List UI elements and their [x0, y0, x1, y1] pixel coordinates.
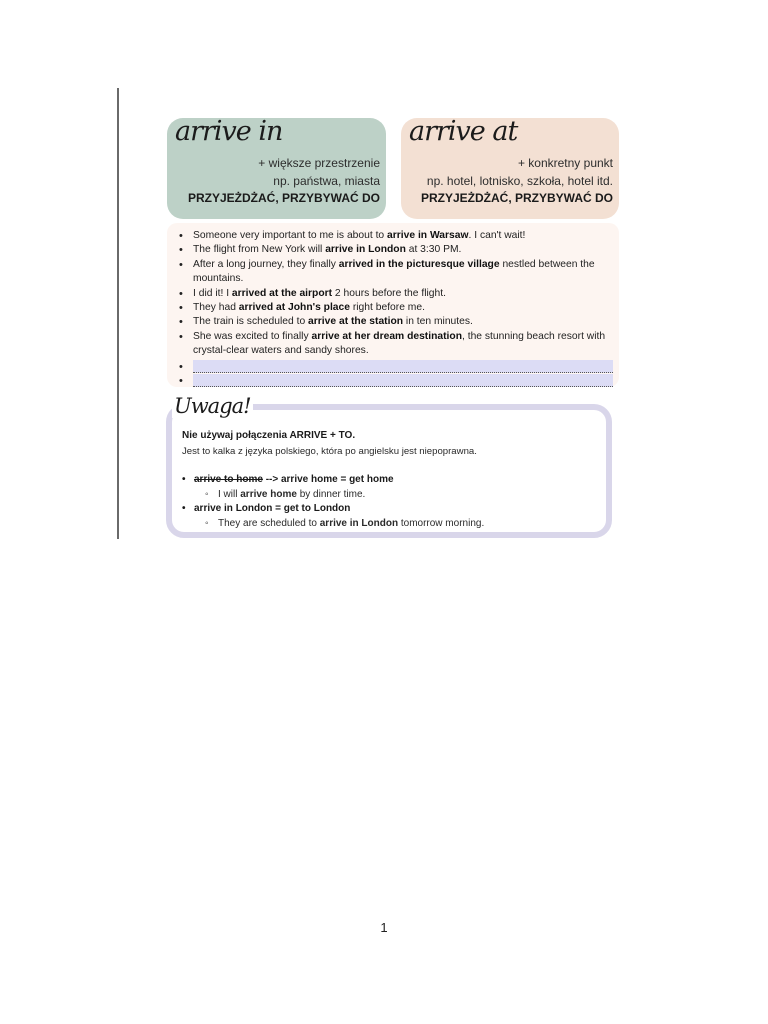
dotted-answer-line[interactable]: [193, 360, 613, 373]
arrive-in-card: [167, 118, 386, 219]
uwaga-title: Uwaga!: [174, 394, 251, 418]
example-item: • The flight from New York will arrive in London at 3:30 PM.: [177, 243, 613, 257]
margin-change-bar: [117, 88, 119, 539]
wrong-form: arrive to home: [194, 474, 263, 485]
uwaga-note-box: [166, 404, 612, 538]
uwaga-heading: Nie używaj połączenia ARRIVE + TO.: [182, 430, 356, 441]
page-number: 1: [380, 920, 388, 935]
example-item: • I did it! I arrived at the airport 2 hours before the flight.: [177, 287, 613, 301]
example-item: • They had arrived at John's place right before me.: [177, 301, 613, 315]
example-item: • After a long journey, they finally arrived in the picturesque village nestled between the mountains.: [177, 258, 613, 287]
arrive-at-card: [401, 118, 619, 219]
uwaga-example-2: ◦ They are scheduled to arrive in London tomorrow morning.: [218, 518, 484, 529]
examples-box: [167, 223, 619, 387]
arrive-at-translation: PRZYJEŻDŻAĆ, PRZYBYWAĆ DO: [420, 191, 613, 205]
uwaga-explanation: Jest to kalka z języka polskiego, która po angielsku jest niepoprawna.: [182, 446, 477, 457]
example-item: • She was excited to finally arrive at her dream destination, the stunning beach resort with crystal-clear waters and sandy shores.: [177, 330, 613, 359]
example-item: • Someone very important to me is about to arrive in Warsaw. I can't wait!: [177, 229, 613, 243]
arrive-in-translation: PRZYJEŻDŻAĆ, PRZYBYWAĆ DO: [187, 191, 380, 205]
arrive-at-line-2: np. hotel, lotnisko, szkoła, hotel itd.: [426, 174, 613, 188]
arrive-in-title: arrive in: [175, 116, 283, 147]
uwaga-example-1: ◦ I will arrive home by dinner time.: [218, 489, 365, 500]
examples-list: [177, 229, 613, 387]
blank-fill-line[interactable]: [177, 374, 613, 387]
blank-fill-line[interactable]: [177, 360, 613, 373]
example-item: • The train is scheduled to arrive at the station in ten minutes.: [177, 315, 613, 329]
arrive-in-line-2: np. państwa, miasta: [273, 174, 380, 188]
uwaga-rule-2: • arrive in London = get to London: [194, 503, 350, 514]
arrive-at-title: arrive at: [409, 116, 518, 147]
uwaga-rule-1: • arrive to home --> arrive home = get home: [194, 474, 394, 485]
arrive-in-line-1: + większe przestrzenie: [258, 156, 380, 170]
arrive-at-line-1: + konkretny punkt: [517, 156, 613, 170]
dotted-answer-line[interactable]: [193, 374, 613, 387]
